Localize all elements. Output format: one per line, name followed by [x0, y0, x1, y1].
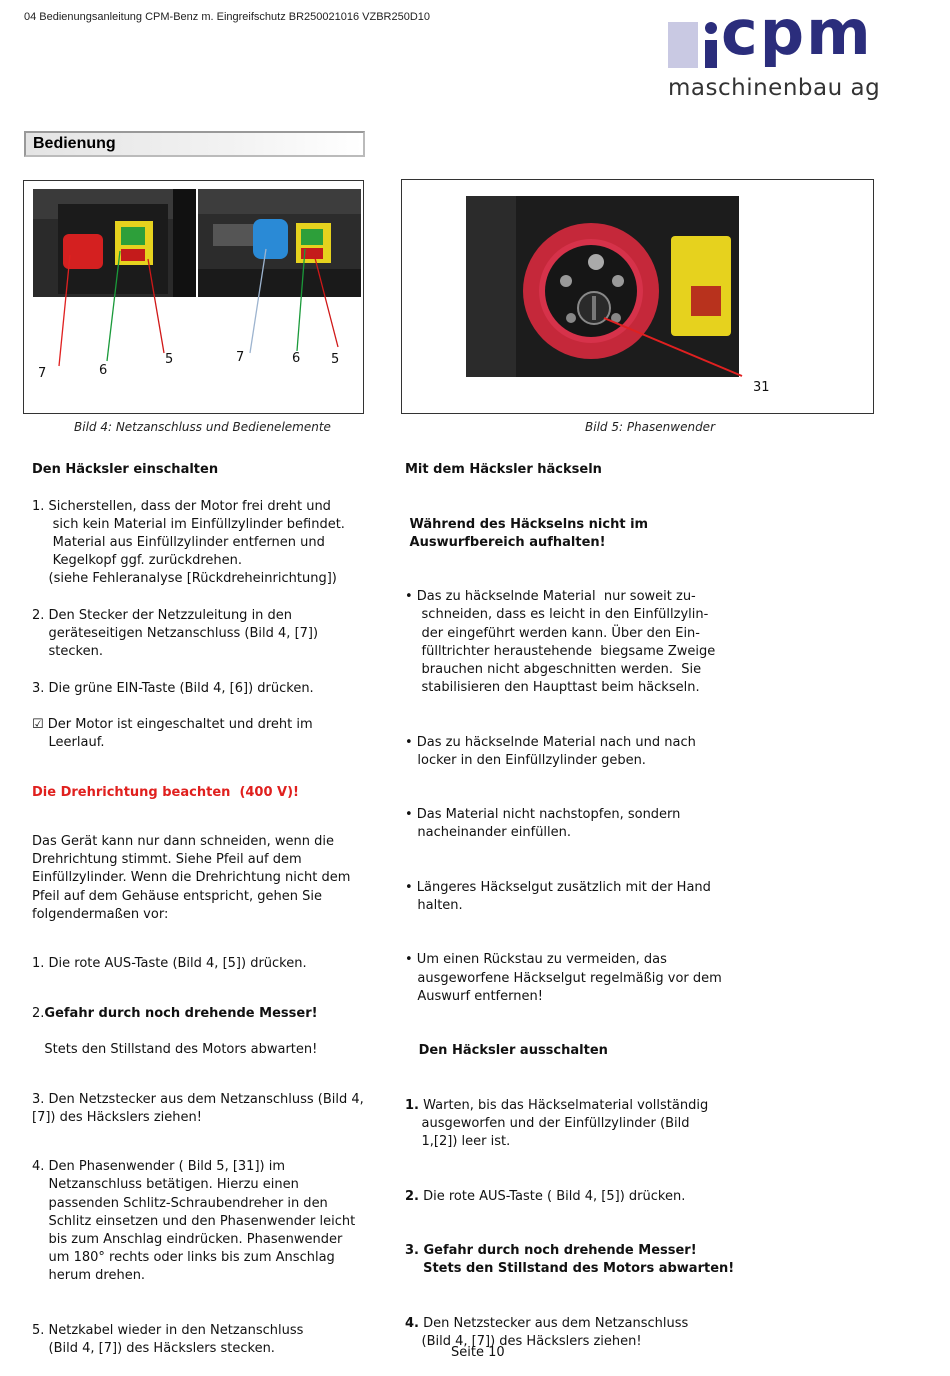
off-step-2: 2. Die rote AUS-Taste ( Bild 4, [5]) drücken.: [405, 1188, 686, 1204]
reverse-step-1: 1. Die rote AUS-Taste (Bild 4, [5]) drücken.: [32, 956, 307, 972]
bullet-5: • Um einen Rückstau zu vermeiden, das ausgeworfene Häckselgut regelmäßig vor dem Auswurf entfernen!: [405, 952, 722, 1004]
step-2: 2. Den Stecker der Netzzuleitung in den geräteseitigen Netzanschluss (Bild 4, [7]) stecken.: [32, 607, 319, 660]
reverse-step-2: 2.Gefahr durch noch drehende Messer!: [32, 1005, 318, 1021]
figure2-caption: Bild 5: Phasenwender: [585, 420, 715, 434]
bullet-3: • Das Material nicht nachstopfen, sondern nacheinander einfüllen.: [405, 807, 681, 841]
reverse-step-2-note: Stets den Stillstand des Motors abwarten!: [32, 1042, 318, 1058]
reverse-step-4: 4. Den Phasenwender ( Bild 5, [31]) im Netzanschluss betätigen. Hierzu einen passenden Schlitz-Schraubendreher in den Schlitz einsetzen und den Phasenwender leicht bis zum Anschlag eindrücken. Phasenwender um 180° rechts oder links bis zum Anschlag herum drehen.: [32, 1159, 356, 1284]
off-step-1: 1. Warten, bis das Häckselmaterial vollständig ausgeworfen und der Einfüllzylinder (Bild 1,[2]) leer ist.: [405, 1097, 709, 1150]
callout-31: 31: [753, 380, 770, 395]
callout-6: 6: [99, 363, 108, 378]
reverse-step-5: 5. Netzkabel wieder in den Netzanschluss (Bild 4, [7]) des Häckslers stecken.: [32, 1322, 304, 1356]
off-step-3: 3. Gefahr durch noch drehende Messer! Stets den Stillstand des Motors abwarten!: [405, 1242, 735, 1277]
cpm-logo: [668, 0, 904, 104]
callout-5: 5: [165, 352, 174, 367]
bullet-4: • Längeres Häckselgut zusätzlich mit der Hand halten.: [405, 879, 711, 914]
callout-6-right: 6: [292, 351, 301, 366]
callout-lines: [24, 181, 363, 413]
page-number: Seite 10: [451, 1345, 505, 1360]
step-3: 3. Die grüne EIN-Taste (Bild 4, [6]) drücken.: [32, 680, 314, 696]
warning-drehrichtung: Die Drehrichtung beachten (400 V)!: [32, 784, 299, 800]
figure-phasenwender: [401, 179, 874, 414]
bullet-2: • Das zu häckselnde Material nach und nach locker in den Einfüllzylinder geben.: [405, 734, 696, 768]
heading-haeckseln: Mit dem Häcksler häckseln: [405, 462, 602, 478]
check-result: ☑ Der Motor ist eingeschaltet und dreht im Leerlauf.: [32, 717, 313, 751]
right-column: [405, 443, 735, 1369]
figure-netzanschluss: [23, 180, 364, 414]
warning-auswurf: Während des Häckselns nicht im Auswurfbereich aufhalten!: [409, 516, 649, 550]
logo-subtitle: maschinenbau ag: [668, 75, 881, 101]
off-step-4: 4. Den Netzstecker aus dem Netzanschluss (Bild 4, [7]) des Häckslers ziehen!: [405, 1315, 689, 1349]
heading-ausschalten: Den Häcksler ausschalten: [405, 1043, 608, 1059]
heading-einschalten: Den Häcksler einschalten: [32, 462, 219, 478]
callout-7: 7: [38, 366, 47, 381]
section-title: Bedienung: [24, 131, 365, 157]
document-title: 04 Bedienungsanleitung CPM-Benz m. Eingreifschutz BR250021016 VZBR250D10: [24, 11, 431, 23]
figure1-caption: Bild 4: Netzanschluss und Bedienelemente: [74, 420, 331, 434]
bullet-1: • Das zu häckselnde Material nur soweit zu- schneiden, dass es leicht in den Einfüllzylin- der eingeführt werden kann. Über den Ein- fülltrichter heraustehende biegsame Zweige brauchen nicht abgeschnitten werden. Sie stabilisieren den Haupttast beim häckseln.: [405, 589, 716, 696]
logo-brand: cpm: [721, 0, 873, 69]
callout-5-right: 5: [331, 352, 340, 367]
left-column: [32, 443, 372, 1376]
callout-7-right: 7: [236, 350, 245, 365]
step-1: 1. Sicherstellen, dass der Motor frei dreht und sich kein Material im Einfüllzylinder befindet. Material aus Einfüllzylinder entfernen und Kegelkopf ggf. zurückdrehen. (siehe Fehleranalyse [Rückdreheinrichtung]): [32, 498, 345, 587]
intro-drehrichtung: Das Gerät kann nur dann schneiden, wenn die Drehrichtung stimmt. Siehe Pfeil auf dem Einfüllzylinder. Wenn die Drehrichtung nicht dem Pfeil auf dem Gehäuse entspricht, gehen Sie folgendermaßen vor:: [32, 834, 351, 922]
reverse-step-3: 3. Den Netzstecker aus dem Netzanschluss (Bild 4, [7]) des Häckslers ziehen!: [32, 1091, 364, 1125]
callout-line-31: [402, 180, 873, 413]
